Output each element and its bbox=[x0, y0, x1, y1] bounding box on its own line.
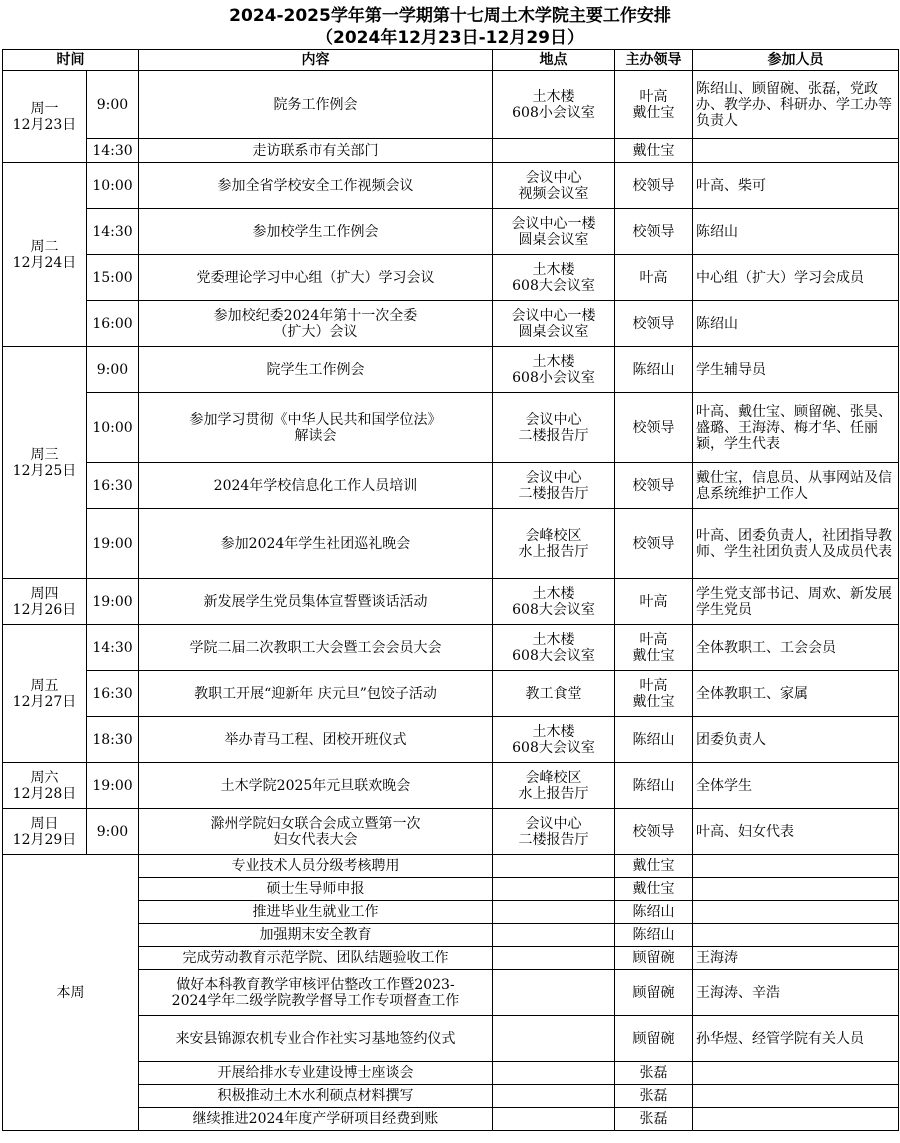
task-line: 推进毕业生就业工作 bbox=[252, 904, 379, 920]
location-cell bbox=[493, 579, 615, 625]
task-leader-cell: 顾留碗 bbox=[615, 1016, 693, 1062]
location-line: 会议中心 bbox=[525, 411, 582, 428]
content-cell bbox=[139, 139, 493, 163]
content-cell bbox=[139, 393, 493, 463]
time-cell: 14:30 bbox=[87, 139, 139, 163]
task-location-cell bbox=[493, 1016, 615, 1062]
content-line: 新发展学生党员集体宣誓暨谈话活动 bbox=[203, 593, 428, 610]
leader-cell bbox=[615, 509, 693, 579]
task-line: 开展给排水专业建设博士座谈会 bbox=[217, 1065, 414, 1081]
schedule-row bbox=[3, 717, 899, 763]
leader-line: 戴仕宝 bbox=[632, 647, 675, 664]
content-cell bbox=[139, 763, 493, 809]
leader-line: 校领导 bbox=[632, 223, 675, 240]
task-leader-cell: 顾留碗 bbox=[615, 970, 693, 1016]
task-participants-cell: 孙华煜、经管学院有关人员 bbox=[693, 1016, 899, 1062]
location-cell bbox=[493, 809, 615, 855]
location-cell bbox=[493, 71, 615, 139]
content-line: 院务工作例会 bbox=[273, 96, 358, 113]
time-cell: 19:00 bbox=[87, 509, 139, 579]
task-line: 积极推动土木水利硕点材料撰写 bbox=[217, 1088, 414, 1104]
task-location-cell bbox=[493, 1062, 615, 1085]
task-location-cell bbox=[493, 970, 615, 1016]
participants-cell: 戴仕宝，信息员、从事网站及信息系统维护工作人 bbox=[693, 463, 899, 509]
content-line: 参加校学生工作例会 bbox=[252, 223, 379, 240]
leader-line: 陈绍山 bbox=[632, 361, 675, 378]
location-cell bbox=[493, 625, 615, 671]
leader-line: 校领导 bbox=[632, 823, 675, 840]
day-cell bbox=[3, 163, 87, 347]
content-cell bbox=[139, 301, 493, 347]
task-content-cell bbox=[139, 855, 493, 878]
location-line: 圆桌会议室 bbox=[518, 323, 589, 340]
participants-cell: 陈绍山、顾留碗、张磊，党政办、教学办、科研办、学工办等负责人 bbox=[693, 71, 899, 139]
leader-line: 叶高 bbox=[639, 269, 668, 286]
schedule-row bbox=[3, 301, 899, 347]
location-line: 608大会议室 bbox=[512, 601, 595, 618]
task-leader-cell: 张磊 bbox=[615, 1062, 693, 1085]
time-cell: 19:00 bbox=[87, 579, 139, 625]
time-cell: 9:00 bbox=[87, 347, 139, 393]
task-content-cell bbox=[139, 970, 493, 1016]
task-leader-cell: 陈绍山 bbox=[615, 924, 693, 947]
schedule-row bbox=[3, 71, 899, 139]
location-line: 608小会议室 bbox=[512, 369, 595, 386]
schedule-row bbox=[3, 809, 899, 855]
content-line: 土木学院2025年元旦联欢晚会 bbox=[220, 777, 411, 794]
task-location-cell bbox=[493, 855, 615, 878]
location-cell bbox=[493, 763, 615, 809]
leader-cell bbox=[615, 463, 693, 509]
leader-line: 陈绍山 bbox=[632, 731, 675, 748]
schedule-table bbox=[2, 49, 899, 1131]
content-line: 举办青马工程、团校开班仪式 bbox=[224, 731, 407, 748]
participants-cell: 中心组（扩大）学习会成员 bbox=[693, 255, 899, 301]
location-line: 608大会议室 bbox=[512, 739, 595, 756]
location-cell bbox=[493, 671, 615, 717]
location-line: 608大会议室 bbox=[512, 277, 595, 294]
task-participants-cell bbox=[693, 1108, 899, 1131]
task-location-cell bbox=[493, 947, 615, 970]
leader-cell bbox=[615, 209, 693, 255]
content-line: 参加全省学校安全工作视频会议 bbox=[217, 177, 414, 194]
content-cell bbox=[139, 809, 493, 855]
participants-cell: 学生辅导员 bbox=[693, 347, 899, 393]
task-leader-cell: 张磊 bbox=[615, 1085, 693, 1108]
leader-line: 校领导 bbox=[632, 315, 675, 332]
date-label: 12月24日 bbox=[12, 254, 77, 271]
location-line: 会峰校区 bbox=[525, 527, 582, 544]
participants-cell bbox=[693, 139, 899, 163]
task-line: 加强期末安全教育 bbox=[259, 927, 372, 943]
leader-line: 校领导 bbox=[632, 177, 675, 194]
content-line: 滁州学院妇女联合会成立暨第一次 bbox=[210, 815, 421, 832]
content-cell bbox=[139, 463, 493, 509]
week-task-row bbox=[3, 855, 899, 878]
task-content-cell bbox=[139, 1085, 493, 1108]
task-participants-cell bbox=[693, 924, 899, 947]
schedule-row bbox=[3, 671, 899, 717]
task-leader-cell: 张磊 bbox=[615, 1108, 693, 1131]
content-cell bbox=[139, 625, 493, 671]
location-line: 土木楼 bbox=[532, 585, 575, 602]
participants-cell: 叶高、柴可 bbox=[693, 163, 899, 209]
day-cell bbox=[3, 347, 87, 579]
task-content-cell bbox=[139, 1108, 493, 1131]
task-line: 专业技术人员分级考核聘用 bbox=[231, 858, 400, 874]
leader-cell bbox=[615, 301, 693, 347]
location-line: 土木楼 bbox=[532, 723, 575, 740]
leader-cell bbox=[615, 255, 693, 301]
time-cell: 15:00 bbox=[87, 255, 139, 301]
leader-line: 叶高 bbox=[639, 677, 668, 694]
leader-cell bbox=[615, 347, 693, 393]
content-cell bbox=[139, 71, 493, 139]
leader-line: 叶高 bbox=[639, 88, 668, 105]
leader-cell bbox=[615, 809, 693, 855]
leader-line: 戴仕宝 bbox=[632, 693, 675, 710]
location-cell bbox=[493, 393, 615, 463]
task-participants-cell bbox=[693, 1085, 899, 1108]
task-content-cell bbox=[139, 947, 493, 970]
task-content-cell bbox=[139, 1016, 493, 1062]
content-line: 参加2024年学生社团巡礼晚会 bbox=[220, 535, 411, 552]
location-line: 会议中心一楼 bbox=[511, 307, 596, 324]
day-cell bbox=[3, 625, 87, 763]
participants-cell: 全体学生 bbox=[693, 763, 899, 809]
location-line: 会议中心 bbox=[525, 815, 582, 832]
participants-cell: 学生党支部书记、周欢、新发展学生党员 bbox=[693, 579, 899, 625]
location-line: 水上报告厅 bbox=[518, 785, 589, 802]
location-line: 视频会议室 bbox=[518, 185, 589, 202]
weekday-label: 周五 bbox=[30, 677, 59, 694]
time-cell: 14:30 bbox=[87, 209, 139, 255]
participants-cell: 叶高、妇女代表 bbox=[693, 809, 899, 855]
task-location-cell bbox=[493, 1108, 615, 1131]
header-time: 时间 bbox=[3, 50, 139, 71]
content-cell bbox=[139, 163, 493, 209]
content-line: 走访联系市有关部门 bbox=[252, 142, 379, 159]
location-line: 会议中心 bbox=[525, 169, 582, 186]
participants-cell: 叶高、团委负责人，社团指导教师、学生社团负责人及成员代表 bbox=[693, 509, 899, 579]
location-line: 会议中心一楼 bbox=[511, 215, 596, 232]
location-line: 会峰校区 bbox=[525, 769, 582, 786]
leader-cell bbox=[615, 671, 693, 717]
header-leader: 主办领导 bbox=[615, 50, 693, 71]
schedule-row bbox=[3, 209, 899, 255]
location-line: 二楼报告厅 bbox=[518, 831, 589, 848]
leader-line: 陈绍山 bbox=[632, 777, 675, 794]
location-cell bbox=[493, 463, 615, 509]
header-row bbox=[3, 50, 899, 71]
participants-cell: 叶高、戴仕宝、顾留碗、张昊、盛璐、王海涛、梅才华、任丽颖，学生代表 bbox=[693, 393, 899, 463]
leader-cell bbox=[615, 579, 693, 625]
leader-cell bbox=[615, 763, 693, 809]
weekday-label: 周一 bbox=[30, 100, 59, 117]
location-line: 608大会议室 bbox=[512, 647, 595, 664]
header-participants: 参加人员 bbox=[693, 50, 899, 71]
participants-cell: 陈绍山 bbox=[693, 301, 899, 347]
task-content-cell bbox=[139, 1062, 493, 1085]
schedule-row bbox=[3, 763, 899, 809]
task-leader-cell: 顾留碗 bbox=[615, 947, 693, 970]
header-location: 地点 bbox=[493, 50, 615, 71]
task-content-cell bbox=[139, 924, 493, 947]
date-label: 12月28日 bbox=[12, 785, 77, 802]
location-cell bbox=[493, 301, 615, 347]
leader-cell bbox=[615, 71, 693, 139]
content-cell bbox=[139, 671, 493, 717]
task-line: 继续推进2024年度产学研项目经费到账 bbox=[192, 1111, 439, 1127]
date-label: 12月27日 bbox=[12, 693, 77, 710]
schedule-row bbox=[3, 347, 899, 393]
time-cell: 9:00 bbox=[87, 71, 139, 139]
task-location-cell bbox=[493, 924, 615, 947]
content-cell bbox=[139, 717, 493, 763]
weekday-label: 周六 bbox=[30, 769, 59, 786]
weekday-label: 周四 bbox=[30, 585, 59, 602]
participants-cell: 团委负责人 bbox=[693, 717, 899, 763]
time-cell: 19:00 bbox=[87, 763, 139, 809]
content-line: 院学生工作例会 bbox=[266, 361, 365, 378]
weekday-label: 周二 bbox=[30, 238, 59, 255]
task-participants-cell: 王海涛 bbox=[693, 947, 899, 970]
participants-cell: 全体教职工、工会会员 bbox=[693, 625, 899, 671]
leader-line: 校领导 bbox=[632, 419, 675, 436]
location-line: 土木楼 bbox=[532, 88, 575, 105]
location-cell bbox=[493, 347, 615, 393]
location-cell bbox=[493, 139, 615, 163]
task-leader-cell: 戴仕宝 bbox=[615, 855, 693, 878]
schedule-row bbox=[3, 625, 899, 671]
header-content: 内容 bbox=[139, 50, 493, 71]
task-leader-cell: 陈绍山 bbox=[615, 901, 693, 924]
schedule-row bbox=[3, 255, 899, 301]
content-cell bbox=[139, 255, 493, 301]
time-cell: 14:30 bbox=[87, 625, 139, 671]
task-content-cell bbox=[139, 878, 493, 901]
leader-line: 戴仕宝 bbox=[632, 104, 675, 121]
schedule-row bbox=[3, 393, 899, 463]
week-label-cell: 本周 bbox=[3, 855, 139, 1131]
day-cell bbox=[3, 763, 87, 809]
leader-line: 戴仕宝 bbox=[632, 142, 675, 159]
weekday-label: 周三 bbox=[30, 446, 59, 463]
date-label: 12月23日 bbox=[12, 116, 77, 133]
content-line: 解读会 bbox=[294, 427, 337, 444]
day-cell bbox=[3, 809, 87, 855]
weekday-label: 周日 bbox=[30, 815, 59, 832]
participants-cell: 陈绍山 bbox=[693, 209, 899, 255]
task-content-cell bbox=[139, 901, 493, 924]
location-line: 608小会议室 bbox=[512, 104, 595, 121]
content-line: 参加校纪委2024年第十一次全委 bbox=[213, 307, 418, 324]
leader-cell bbox=[615, 139, 693, 163]
leader-cell bbox=[615, 163, 693, 209]
participants-cell: 全体教职工、家属 bbox=[693, 671, 899, 717]
task-location-cell bbox=[493, 878, 615, 901]
leader-line: 校领导 bbox=[632, 477, 675, 494]
content-line: 教职工开展“迎新年 庆元旦”包饺子活动 bbox=[194, 685, 437, 702]
leader-cell bbox=[615, 625, 693, 671]
content-line: 妇女代表大会 bbox=[273, 831, 358, 848]
location-line: 教工食堂 bbox=[525, 685, 582, 702]
location-line: 水上报告厅 bbox=[518, 543, 589, 560]
leader-line: 叶高 bbox=[639, 631, 668, 648]
page-subtitle: （2024年12月23日-12月29日） bbox=[316, 28, 584, 48]
page-title: 2024-2025学年第一学期第十七周土木学院主要工作安排 bbox=[229, 6, 671, 26]
time-cell: 16:00 bbox=[87, 301, 139, 347]
location-line: 会议中心 bbox=[525, 469, 582, 486]
content-line: 参加学习贯彻《中华人民共和国学位法》 bbox=[189, 411, 442, 428]
task-line: 完成劳动教育示范学院、团队结题验收工作 bbox=[182, 950, 449, 966]
content-cell bbox=[139, 347, 493, 393]
schedule-row bbox=[3, 509, 899, 579]
time-cell: 10:00 bbox=[87, 163, 139, 209]
content-line: 党委理论学习中心组（扩大）学习会议 bbox=[196, 269, 435, 286]
task-participants-cell bbox=[693, 855, 899, 878]
location-cell bbox=[493, 255, 615, 301]
location-line: 土木楼 bbox=[532, 261, 575, 278]
time-cell: 16:30 bbox=[87, 671, 139, 717]
location-cell bbox=[493, 717, 615, 763]
task-participants-cell bbox=[693, 878, 899, 901]
schedule-row bbox=[3, 579, 899, 625]
schedule-row bbox=[3, 463, 899, 509]
location-line: 二楼报告厅 bbox=[518, 427, 589, 444]
date-label: 12月29日 bbox=[12, 831, 77, 848]
task-line: 做好本科教育教学审核评估整改工作暨2023- bbox=[176, 976, 455, 993]
location-cell bbox=[493, 509, 615, 579]
schedule-row bbox=[3, 163, 899, 209]
task-line: 硕士生导师申报 bbox=[266, 881, 365, 897]
day-cell bbox=[3, 579, 87, 625]
location-line: 土木楼 bbox=[532, 353, 575, 370]
content-cell bbox=[139, 509, 493, 579]
content-cell bbox=[139, 209, 493, 255]
task-participants-cell: 王海涛、辛浩 bbox=[693, 970, 899, 1016]
leader-line: 叶高 bbox=[639, 593, 668, 610]
content-line: 学院二届二次教职工大会暨工会会员大会 bbox=[189, 639, 442, 656]
leader-cell bbox=[615, 393, 693, 463]
date-label: 12月25日 bbox=[12, 462, 77, 479]
leader-line: 校领导 bbox=[632, 535, 675, 552]
location-line: 圆桌会议室 bbox=[518, 231, 589, 248]
task-line: 来安县锦源农机专业合作社实习基地签约仪式 bbox=[175, 1030, 456, 1047]
content-line: （扩大）会议 bbox=[273, 323, 358, 340]
task-participants-cell bbox=[693, 1062, 899, 1085]
content-cell bbox=[139, 579, 493, 625]
content-line: 2024年学校信息化工作人员培训 bbox=[213, 477, 418, 494]
date-label: 12月26日 bbox=[12, 601, 77, 618]
task-leader-cell: 戴仕宝 bbox=[615, 878, 693, 901]
day-cell bbox=[3, 71, 87, 163]
location-cell bbox=[493, 163, 615, 209]
location-line: 土木楼 bbox=[532, 631, 575, 648]
time-cell: 18:30 bbox=[87, 717, 139, 763]
location-line: 二楼报告厅 bbox=[518, 485, 589, 502]
location-cell bbox=[493, 209, 615, 255]
schedule-row bbox=[3, 139, 899, 163]
task-line: 2024学年二级学院教学督导工作专项督查工作 bbox=[171, 992, 460, 1009]
task-location-cell bbox=[493, 1085, 615, 1108]
time-cell: 16:30 bbox=[87, 463, 139, 509]
leader-cell bbox=[615, 717, 693, 763]
time-cell: 9:00 bbox=[87, 809, 139, 855]
task-location-cell bbox=[493, 901, 615, 924]
task-participants-cell bbox=[693, 901, 899, 924]
time-cell: 10:00 bbox=[87, 393, 139, 463]
